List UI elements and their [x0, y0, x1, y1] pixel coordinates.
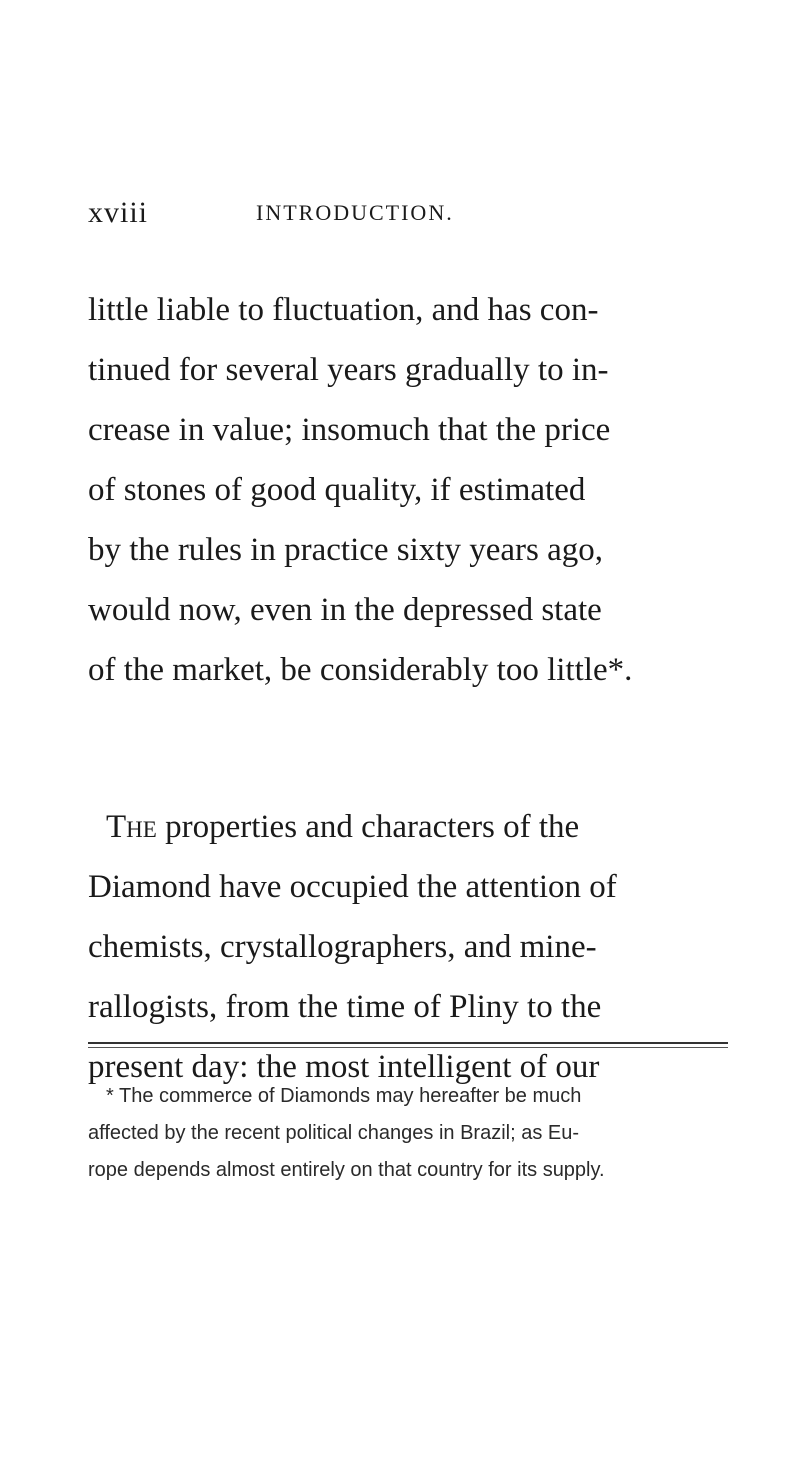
text-line: crease in value; insomuch that the price	[88, 412, 611, 448]
rule-line-bottom	[88, 1047, 728, 1048]
small-caps-opening-word: The	[106, 809, 157, 845]
rule-line-top	[88, 1042, 728, 1044]
running-head	[88, 196, 728, 236]
text-line: of stones of good quality, if estimated	[88, 472, 586, 508]
text-line: by the rules in practice sixty years ago,	[88, 532, 603, 568]
footnote-line: affected by the recent political changes in Brazil; as Eu-	[88, 1122, 580, 1144]
footnote-line: * The commerce of Diamonds may hereafter be much	[106, 1085, 582, 1107]
text-line: chemists, crystallographers, and mine-	[88, 929, 597, 965]
first-line-rest: properties and characters of the	[156, 809, 580, 845]
paragraph-gap	[88, 700, 728, 797]
running-title: INTRODUCTION.	[256, 200, 454, 225]
text-line: Diamond have occupied the attention of	[88, 869, 617, 905]
text-line: would now, even in the depressed state	[88, 592, 602, 628]
page-number: xviii	[88, 196, 149, 229]
text-line: present day: the most intelligent of our	[88, 1049, 600, 1085]
body-text	[88, 280, 728, 1097]
footnote-line: rope depends almost entirely on that country for its supply.	[88, 1159, 605, 1181]
text-line: rallogists, from the time of Pliny to the	[88, 989, 602, 1025]
text-line: little liable to fluctuation, and has con-	[88, 292, 599, 328]
paragraph-1	[88, 280, 728, 700]
footnote	[88, 1078, 728, 1189]
footnote-rule	[88, 1042, 728, 1054]
text-line: of the market, be considerably too little*.	[88, 652, 633, 688]
text-line: tinued for several years gradually to in-	[88, 352, 609, 388]
text-line-first	[88, 797, 728, 857]
